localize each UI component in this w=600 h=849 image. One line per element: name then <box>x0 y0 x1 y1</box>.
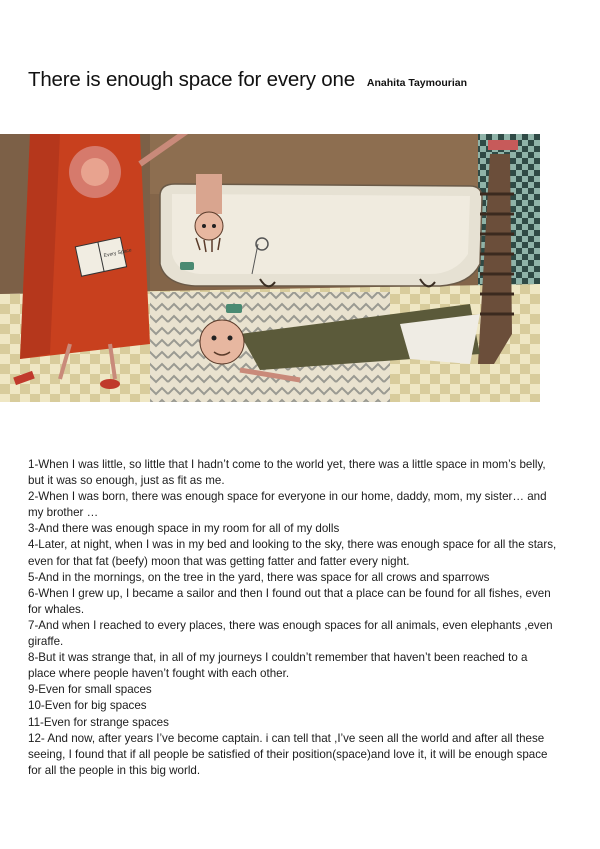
story-paragraph: 3-And there was enough space in my room for all of my dolls <box>28 522 340 536</box>
story-paragraph: 8-But it was strange that, in all of my journeys I couldn’t remember that haven’t been reached to a place where people haven’t fought with each other. <box>28 651 528 681</box>
story-text <box>28 457 558 779</box>
story-paragraph: 2-When I was born, there was enough space for everyone in our home, daddy, mom, my sister… and my brother … <box>28 490 547 520</box>
story-paragraph: 6-When I grew up, I became a sailor and then I found out that a place can be found for all fishes, even for whales. <box>28 586 551 616</box>
story-paragraph: 7-And when I reached to every places, there was enough spaces for all animals, even elephants ,even giraffe. <box>28 618 553 649</box>
story-paragraph: 11-Even for strange spaces <box>28 715 169 729</box>
page-title: There is enough space for every one <box>28 68 355 91</box>
story-paragraph: 5-And in the mornings, on the tree in the yard, there was space for all crows and sparrows <box>28 570 490 584</box>
phone-icon <box>180 262 194 270</box>
story-paragraph: 10-Even for big spaces <box>28 699 147 713</box>
story-paragraph: 12- And now, after years I’ve become captain. i can tell that ,I’ve seen all the world and after all these seeing, I found that if all people be satisfied of their position(space)and love it, it will be enough space for all the people in this big world. <box>28 731 548 777</box>
title-row <box>28 68 467 92</box>
author-name: Anahita Taymourian <box>366 77 468 89</box>
story-paragraph: 4-Later, at night, when I was in my bed and looking to the sky, there was enough space for all the stars, even for that fat (beefy) moon that was getting fatter and fatter every night. <box>28 538 557 568</box>
storybook-illustration <box>0 134 540 402</box>
illustration-canvas <box>0 134 540 402</box>
story-paragraph: 1-When I was little, so little that I hadn’t come to the world yet, there was a little space in mom’s belly, but it was so enough, just as fit as me. <box>28 458 546 488</box>
story-paragraph: 9-Even for small spaces <box>28 683 152 697</box>
svg-text:Every Space: Every Space <box>103 247 133 260</box>
